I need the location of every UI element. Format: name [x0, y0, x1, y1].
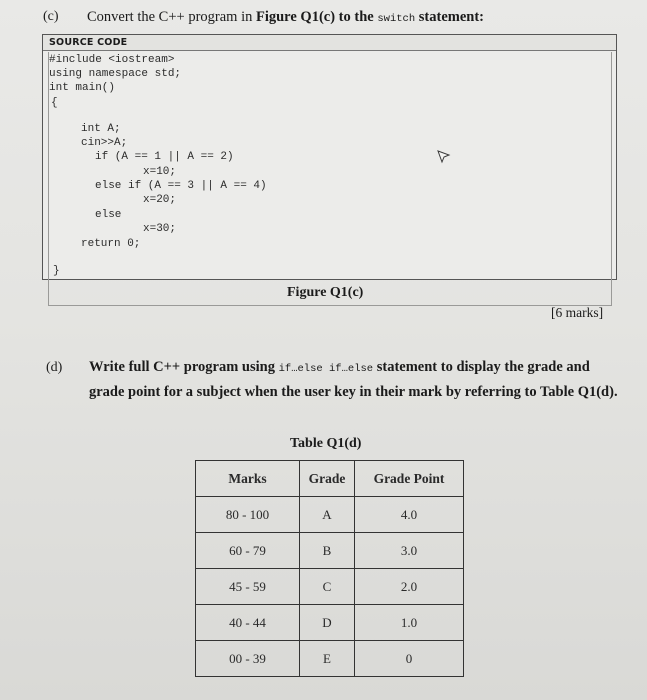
code-line: int main()	[49, 82, 116, 94]
question-c-text-suffix: statement:	[415, 9, 485, 25]
mouse-cursor-icon	[437, 150, 451, 169]
source-code-header: SOURCE CODE	[43, 35, 616, 51]
cell-grade-point: 2.0	[355, 569, 464, 605]
cell-marks: 00 - 39	[196, 641, 300, 677]
code-line: x=10;	[143, 166, 177, 178]
code-line: if (A == 1 || A == 2)	[95, 151, 234, 163]
cell-grade-point: 0	[355, 641, 464, 677]
cell-grade: D	[300, 605, 355, 641]
question-c-switch-keyword: switch	[377, 13, 416, 25]
source-code-box	[42, 34, 617, 280]
cell-grade: C	[300, 569, 355, 605]
table-row	[196, 605, 464, 641]
marks-c: [6 marks]	[551, 305, 604, 320]
code-line: x=30;	[143, 223, 177, 235]
question-d-line-2-prefix: grade point for a subject when the user key in their mark by referring to	[89, 384, 540, 400]
code-line: else	[95, 209, 122, 221]
code-line: return 0;	[81, 238, 141, 250]
question-c-text	[87, 9, 484, 26]
question-d-table-ref: Table Q1(d)	[539, 384, 614, 400]
question-d-line-1-prefix: Write full C++ program using	[89, 359, 279, 375]
code-line: cin>>A;	[81, 137, 128, 149]
cell-marks: 60 - 79	[196, 533, 300, 569]
cell-grade: B	[300, 533, 355, 569]
table-caption: Table Q1(d)	[290, 436, 362, 451]
table-row	[196, 497, 464, 533]
question-c-text-mid: to the	[335, 9, 378, 25]
header-grade: Grade	[300, 461, 355, 497]
cell-grade-point: 3.0	[355, 533, 464, 569]
cell-marks: 80 - 100	[196, 497, 300, 533]
cell-grade-point: 1.0	[355, 605, 464, 641]
question-d-line-2	[89, 384, 618, 401]
table-row	[196, 533, 464, 569]
question-c-figure-ref: Figure Q1(c)	[255, 9, 336, 25]
code-line: x=20;	[143, 194, 177, 206]
question-d-if-else-keyword: if…else if…else	[278, 363, 374, 375]
cell-grade: E	[300, 641, 355, 677]
source-code-body	[48, 52, 612, 306]
question-d-line-1-suffix: statement to display the grade and	[373, 359, 590, 375]
header-grade-point: Grade Point	[355, 461, 464, 497]
figure-caption: Figure Q1(c)	[287, 285, 364, 300]
grades-table	[195, 460, 464, 677]
table-row	[196, 569, 464, 605]
cell-marks: 45 - 59	[196, 569, 300, 605]
question-c-text-prefix: Convert the C++ program in	[87, 9, 256, 25]
question-d-line-2-suffix: .	[613, 384, 618, 400]
question-d-line-1	[89, 359, 590, 376]
cell-grade: A	[300, 497, 355, 533]
cell-marks: 40 - 44	[196, 605, 300, 641]
code-line: {	[51, 97, 58, 109]
cell-grade-point: 4.0	[355, 497, 464, 533]
question-c-label: (c)	[43, 9, 59, 24]
table-row	[196, 641, 464, 677]
code-line: using namespace std;	[49, 68, 182, 80]
code-line: int A;	[81, 123, 121, 135]
code-line: #include <iostream>	[49, 54, 175, 66]
code-line: }	[53, 265, 60, 277]
question-d-label: (d)	[46, 360, 63, 375]
header-marks: Marks	[196, 461, 300, 497]
table-header-row	[196, 461, 464, 497]
code-line: else if (A == 3 || A == 4)	[95, 180, 267, 192]
